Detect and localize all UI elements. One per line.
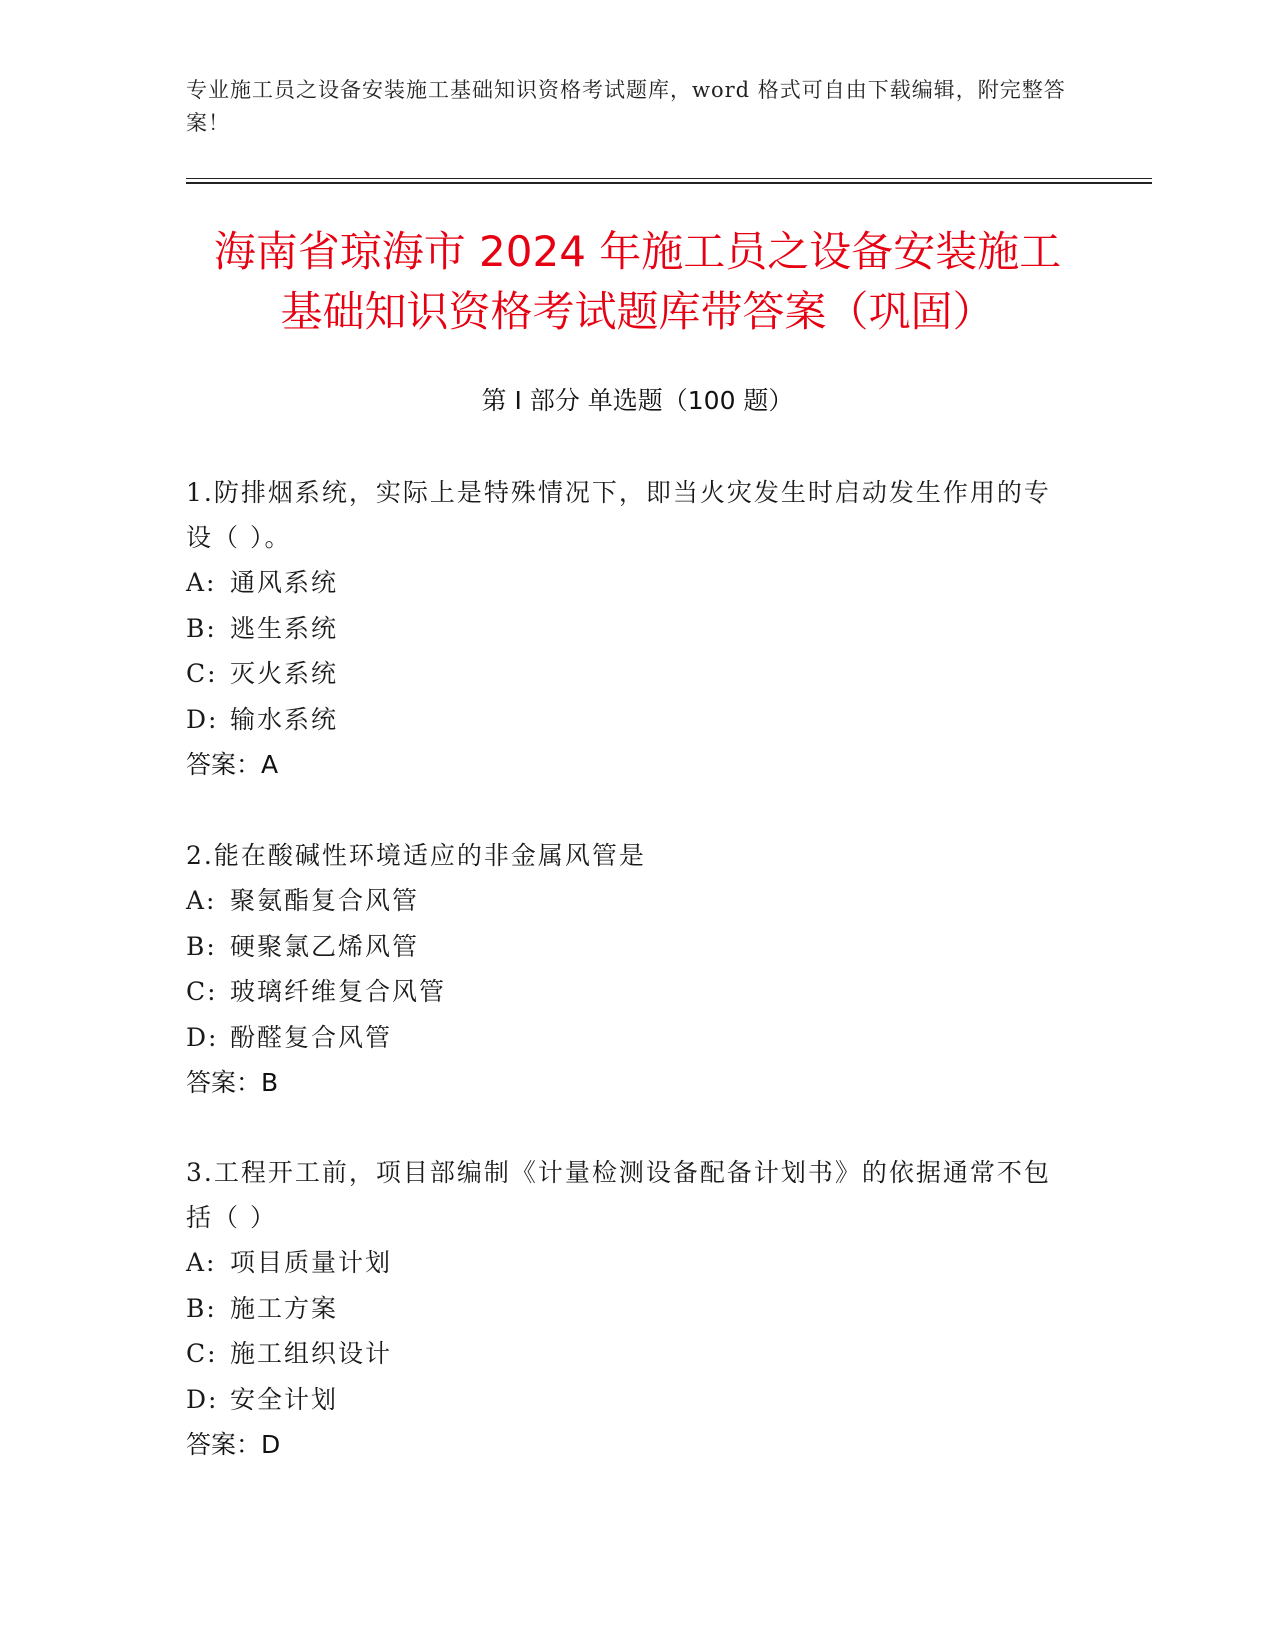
option-text: 玻璃纤维复合风管 [230,977,447,1006]
option-c [186,651,1076,697]
answer-line: 答案：B [186,1068,279,1097]
option-d [186,697,1076,743]
option-letter: A: [186,886,217,915]
option-d [186,1377,1076,1423]
question-3 [186,1150,1076,1467]
option-b [186,606,1076,652]
option-a [186,878,1076,924]
question-2 [186,833,1076,1105]
option-b [186,1286,1076,1332]
option-text: 施工方案 [230,1293,339,1323]
option-text: 通风系统 [230,568,339,597]
option-letter: B: [186,613,217,643]
option-letter: B: [186,931,217,961]
option-letter: D: [186,1022,219,1052]
option-a [186,1240,1076,1286]
option-text: 灭火系统 [230,659,339,688]
header-divider-thick [186,182,1152,184]
question-stem: 2.能在酸碱性环境适应的非金属风管是 [186,841,646,870]
answer-line: 答案：A [186,750,279,779]
option-text: 安全计划 [230,1384,339,1414]
option-c [186,969,1076,1015]
option-text: 项目质量计划 [230,1248,393,1277]
option-letter: D: [186,704,219,734]
option-text: 逃生系统 [230,613,339,643]
option-text: 聚氨酯复合风管 [230,886,420,915]
option-letter: C: [186,977,218,1006]
option-letter: D: [186,1384,219,1414]
header-divider-thin [186,178,1152,179]
question-stem: 3.工程开工前，项目部编制《计量检测设备配备计划书》的依据通常不包括（ ） [186,1158,1051,1232]
option-text: 酚醛复合风管 [230,1022,393,1052]
option-text: 施工组织设计 [230,1339,393,1368]
answer-line: 答案：D [186,1430,281,1459]
option-text: 硬聚氯乙烯风管 [230,931,420,961]
question-stem: 1.防排烟系统，实际上是特殊情况下，即当火灾发生时启动发生作用的专设（ ）。 [186,478,1051,552]
document-title-line-2: 基础知识资格考试题库带答案（巩固） [280,287,995,336]
option-text: 输水系统 [230,704,339,734]
section-title: 第 I 部分 单选题（100 题） [481,386,794,415]
document-title-line-1: 海南省琼海市 2024 年施工员之设备安装施工 [213,227,1062,276]
option-letter: B: [186,1293,217,1323]
option-d [186,1015,1076,1061]
question-1 [186,470,1076,787]
header-note: 专业施工员之设备安装施工基础知识资格考试题库，word 格式可自由下载编辑，附完整答案！ [186,78,1066,135]
option-c [186,1331,1076,1377]
option-letter: A: [186,568,217,597]
option-letter: C: [186,1339,218,1368]
option-a [186,560,1076,606]
option-letter: C: [186,659,218,688]
document-title [150,222,1125,342]
option-letter: A: [186,1248,217,1277]
option-b [186,924,1076,970]
